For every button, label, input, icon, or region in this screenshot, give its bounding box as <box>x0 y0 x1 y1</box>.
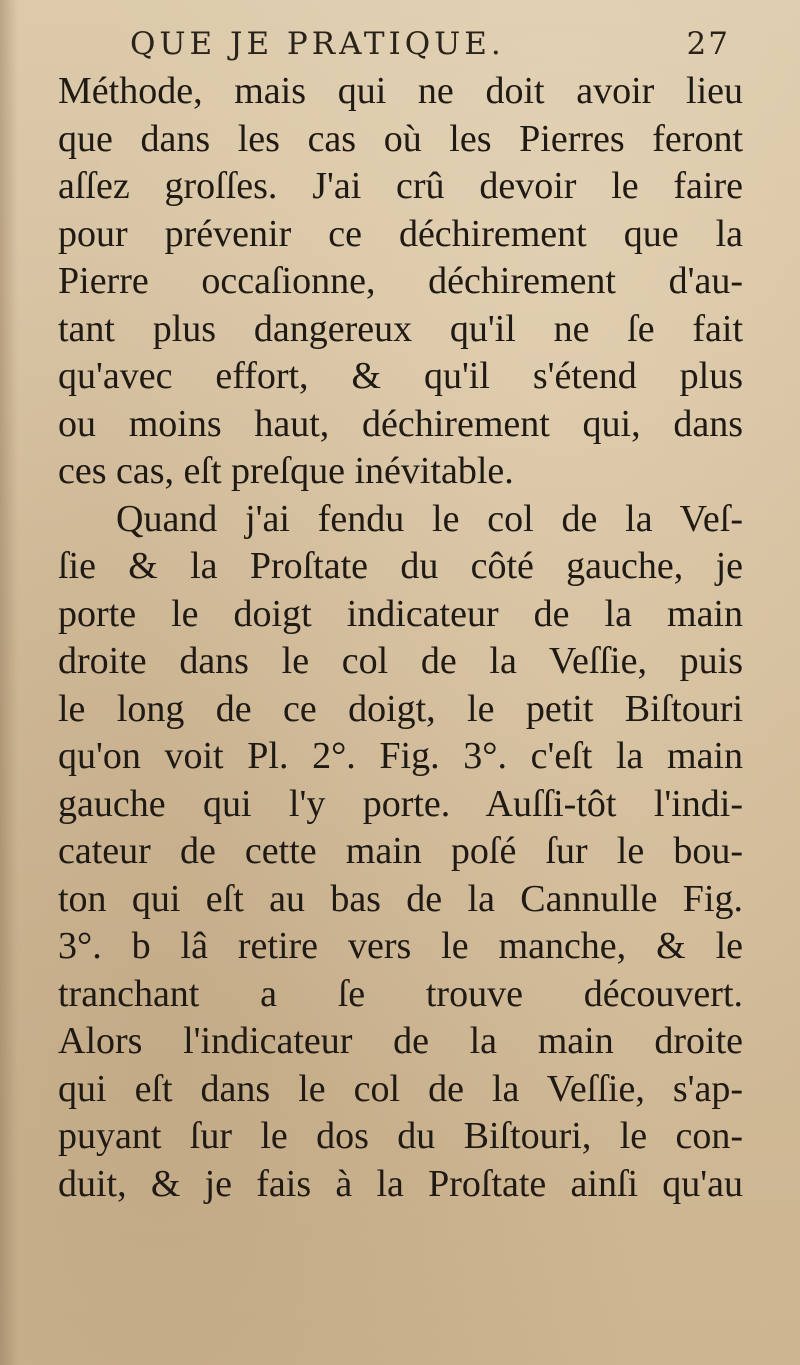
text-line: puyant ſur le dos du Biſtouri, le con- <box>58 1115 743 1157</box>
text-line: Alors l'indicateur de la main droite <box>58 1020 743 1062</box>
text-line: ton qui eſt au bas de la Cannulle Fig. <box>58 877 743 920</box>
body-text <box>58 68 743 1208</box>
page-binding-shadow <box>0 0 18 1365</box>
text-line: gauche qui l'y porte. Auſſi-tôt l'indi- <box>58 782 743 825</box>
text-line: que dans les cas où les Pierres feront <box>58 117 743 160</box>
page-number: 27 <box>686 26 730 62</box>
text-line: tant plus dangereux qu'il ne ſe fait <box>58 307 743 350</box>
text-line: duit, & je fais à la Proſtate ainſi qu'au <box>58 1162 743 1205</box>
text-line: Méthode, mais qui ne doit avoir lieu <box>58 70 743 112</box>
running-head <box>130 26 730 70</box>
text-line: ou moins haut, déchirement qui, dans <box>58 402 743 445</box>
text-line: qui eſt dans le col de la Veſſie, s'ap- <box>58 1067 743 1110</box>
text-line: ces cas, eſt preſque inévitable. <box>58 450 514 492</box>
text-line: qu'avec effort, & qu'il s'étend plus <box>58 355 743 397</box>
text-line: droite dans le col de la Veſſie, puis <box>58 640 743 682</box>
running-title: QUE JE PRATIQUE. <box>130 26 505 62</box>
text-line: ſie & la Proſtate du côté gauche, je <box>58 545 743 587</box>
text-line: qu'on voit Pl. 2°. Fig. 3°. c'eſt la main <box>58 735 743 777</box>
text-line: le long de ce doigt, le petit Biſtouri <box>58 687 743 730</box>
text-line: 3°. b lâ retire vers le manche, & le <box>58 925 743 967</box>
text-line: Quand j'ai fendu le col de la Veſ- <box>116 497 743 540</box>
text-line: aſſez groſſes. J'ai crû devoir le faire <box>58 165 743 207</box>
text-line: pour prévenir ce déchirement que la <box>58 212 743 255</box>
text-line: porte le doigt indicateur de la main <box>58 592 743 635</box>
text-line: tranchant a ſe trouve découvert. <box>58 972 743 1015</box>
text-line: cateur de cette main poſé ſur le bou- <box>58 830 743 872</box>
text-line: Pierre occaſionne, déchirement d'au- <box>58 260 743 302</box>
